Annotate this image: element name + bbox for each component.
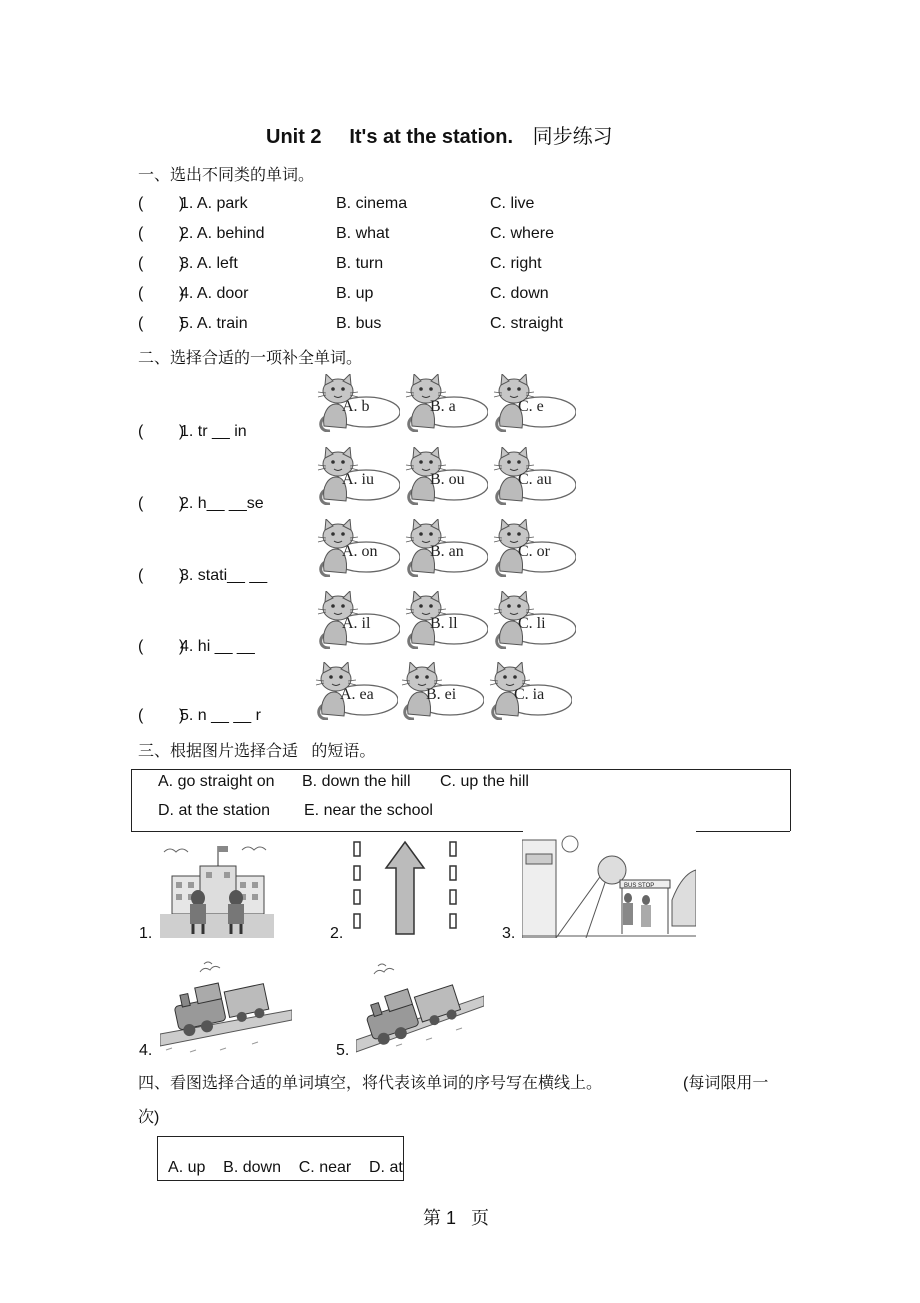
option-label: B. an	[430, 543, 464, 560]
phrase-option-a: A. go straight on	[158, 773, 275, 790]
s2-row-2-paren[interactable]: ( )	[138, 495, 185, 512]
box-bottom-right	[696, 831, 790, 832]
option-label: C. or	[518, 543, 550, 560]
option-cat[interactable]	[314, 519, 400, 577]
option-label: C. au	[518, 471, 552, 488]
picture-number: 5.	[336, 1042, 350, 1059]
s1-row-5-b: B. bus	[336, 315, 382, 332]
option-cat[interactable]	[490, 591, 576, 649]
option-cat[interactable]	[490, 374, 576, 432]
s2-row-4-paren[interactable]: ( )	[138, 638, 185, 655]
title-main: Unit 2 It's at the station.	[266, 126, 514, 148]
option-cat[interactable]	[398, 662, 484, 720]
option-cat[interactable]	[312, 662, 398, 720]
s2-row-4-q: 4. hi __ __	[180, 638, 255, 655]
straight-arrow-icon	[352, 838, 462, 938]
answer-paren[interactable]: ( )	[138, 195, 185, 212]
phrase-option-c: C. up the hill	[440, 773, 529, 790]
word-options: A. up B. down C. near D. at	[168, 1159, 403, 1176]
s1-row-2-b: B. what	[336, 225, 390, 242]
option-label: B. a	[430, 398, 456, 415]
s1-row-4-c: C. down	[490, 285, 549, 302]
answer-paren[interactable]: ( )	[138, 225, 185, 242]
option-cat[interactable]	[486, 662, 572, 720]
bus-stop-sign-text: BUS STOP	[624, 883, 655, 889]
phrase-option-b: B. down the hill	[302, 773, 411, 790]
option-cat[interactable]	[314, 374, 400, 432]
s2-row-5-paren[interactable]: ( )	[138, 707, 185, 724]
answer-paren[interactable]: ( )	[138, 285, 185, 302]
train-uphill-icon	[160, 960, 292, 1054]
option-cat[interactable]	[490, 447, 576, 505]
s1-row-3-c: C. right	[490, 255, 542, 272]
picture-number: 2.	[330, 925, 344, 942]
train-downhill-icon	[356, 960, 484, 1054]
picture-number: 4.	[139, 1042, 153, 1059]
s2-row-1-q: 1. tr __ in	[180, 423, 247, 440]
s1-row-1-q: 1. A. park	[180, 195, 248, 212]
s1-row-4	[138, 285, 184, 303]
section4-heading: 四、看图选择合适的单词填空，将代表该单词的序号写在横线上。	[138, 1075, 603, 1092]
phrase-option-d: D. at the station	[158, 802, 271, 819]
s1-row-3	[138, 255, 184, 273]
section1-heading: 一、选出不同类的单词。	[138, 167, 315, 184]
picture-number: 3.	[502, 925, 516, 942]
option-cat[interactable]	[402, 591, 488, 649]
option-label: B. ei	[426, 686, 457, 703]
s2-row-1-paren[interactable]: ( )	[138, 423, 185, 440]
s1-row-5-c: C. straight	[490, 315, 563, 332]
option-label: A. il	[342, 615, 371, 632]
option-cat[interactable]	[402, 447, 488, 505]
school-children-icon	[160, 838, 274, 938]
s1-row-1-b: B. cinema	[336, 195, 408, 212]
section4-heading-wrap: 次)	[138, 1109, 160, 1126]
option-label: C. ia	[514, 686, 545, 703]
answer-paren[interactable]: ( )	[138, 255, 185, 272]
phrase-option-e: E. near the school	[304, 802, 433, 819]
s1-row-5	[138, 315, 184, 333]
option-label: A. iu	[342, 471, 374, 488]
s2-row-2-q: 2. h__ __se	[180, 495, 264, 512]
s1-row-3-q: 3. A. left	[180, 255, 238, 272]
option-label: A. ea	[340, 686, 374, 703]
option-label: B. ou	[430, 471, 465, 488]
page-number: 第 1 页	[423, 1208, 490, 1228]
box-bottom-left	[131, 831, 523, 832]
title-cn: 同步练习	[532, 126, 613, 148]
answer-paren[interactable]: ( )	[138, 315, 185, 332]
s1-row-1-c: C. live	[490, 195, 535, 212]
s2-row-5-q: 5. n __ __ r	[180, 707, 261, 724]
option-label: B. ll	[430, 615, 458, 632]
s1-row-4-b: B. up	[336, 285, 374, 302]
option-label: A. on	[342, 543, 378, 560]
option-label: C. li	[518, 615, 546, 632]
option-label: A. b	[342, 398, 370, 415]
option-cat[interactable]	[402, 519, 488, 577]
section2-heading: 二、选择合适的一项补全单词。	[138, 350, 363, 367]
word-options-box	[157, 1136, 404, 1181]
s1-row-3-b: B. turn	[336, 255, 384, 272]
s1-row-2-q: 2. A. behind	[180, 225, 265, 242]
s1-row-2-c: C. where	[490, 225, 555, 242]
option-cat[interactable]	[402, 374, 488, 432]
option-cat[interactable]	[314, 591, 400, 649]
s1-row-5-q: 5. A. train	[180, 315, 248, 332]
section3-heading: 三、根据图片选择合适 的短语。	[138, 743, 376, 760]
option-cat[interactable]	[314, 447, 400, 505]
s2-row-3-paren[interactable]: ( )	[138, 567, 185, 584]
section4-heading-tail: (每词限用一	[683, 1075, 769, 1092]
option-cat[interactable]	[490, 519, 576, 577]
s2-row-3-q: 3. stati__ __	[180, 567, 268, 584]
option-label: C. e	[518, 398, 544, 415]
s1-row-4-q: 4. A. door	[180, 285, 249, 302]
page-title	[266, 120, 613, 149]
bus-stop-icon	[522, 830, 696, 938]
picture-number: 1.	[139, 925, 153, 942]
s1-row-1	[138, 195, 184, 213]
s1-row-2	[138, 225, 184, 243]
